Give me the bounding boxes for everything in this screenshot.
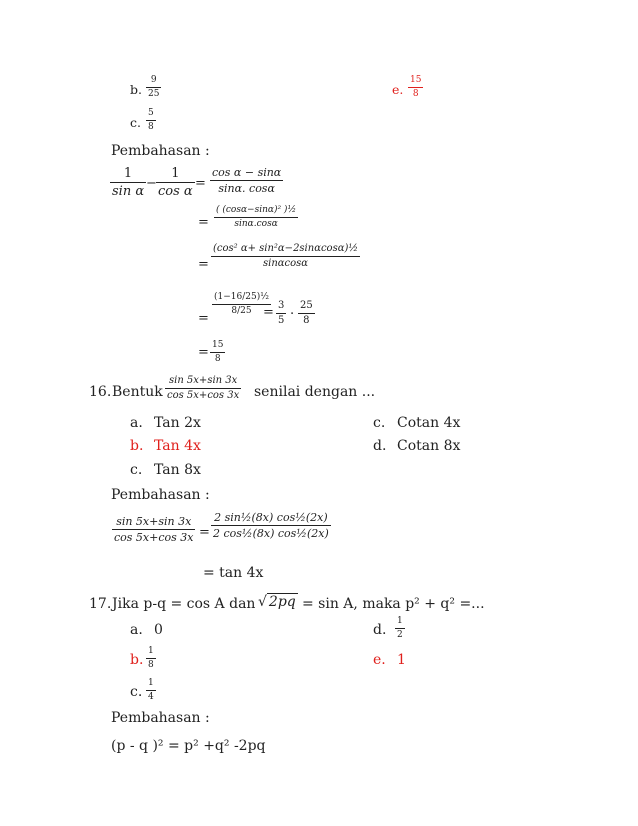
solution-heading: Pembahasan :: [111, 143, 210, 159]
fraction-bar: [276, 313, 286, 314]
option-e-answer: [373, 652, 406, 668]
option-text: Tan 8x: [154, 462, 201, 478]
fraction-bar: [165, 388, 241, 389]
fraction-bar: [110, 182, 146, 183]
option-a-label: [130, 622, 163, 638]
equals-sign: =: [198, 345, 209, 360]
fraction-numerator: 1: [148, 646, 154, 656]
solution-result: = tan 4x: [203, 565, 264, 581]
fraction-denominator: sinαcosα: [263, 258, 309, 269]
fraction-denominator: 8: [148, 660, 154, 670]
fraction-bar: [298, 313, 315, 314]
solution-heading: Pembahasan :: [111, 487, 210, 503]
fraction-bar: [210, 352, 225, 353]
fraction-bar: [214, 217, 298, 218]
option-letter: c.: [373, 415, 386, 431]
equals-sign: =: [195, 176, 206, 191]
fraction-numerator: 15: [212, 340, 224, 350]
fraction-numerator: 9: [150, 75, 157, 85]
fraction-denominator: cos α: [158, 184, 193, 199]
equals-sign: =: [198, 257, 209, 272]
lhs-fraction-1: [110, 167, 146, 198]
question-17-text-2: = sin A, maka p² + q² =...: [302, 596, 485, 612]
option-b-fraction: [146, 647, 156, 670]
fraction-numerator: 2 sin½(8x) cos½(2x): [214, 511, 328, 524]
question-16-prefix: Bentuk: [112, 384, 163, 400]
option-text: Cotan 4x: [397, 415, 461, 431]
option-letter: c.: [130, 462, 143, 478]
option-text: Cotan 8x: [397, 438, 461, 454]
fraction-numerator: 1: [171, 166, 180, 181]
fraction-denominator: 4: [148, 692, 154, 702]
fraction-denominator: sinα.cosα: [234, 219, 278, 229]
fraction-bar: [395, 628, 405, 629]
option-b-answer: [130, 438, 201, 454]
step2-fraction: [214, 206, 298, 229]
fraction-denominator: 2: [397, 630, 403, 640]
option-d-label: [373, 438, 460, 454]
option-d-label: d.: [373, 622, 387, 638]
fraction-numerator: sin 5x+sin 3x: [116, 515, 192, 528]
equals-sign: =: [263, 305, 274, 320]
fraction-bar: [146, 120, 156, 121]
fraction-numerator: 25: [300, 300, 313, 311]
fraction-bar: [156, 182, 195, 183]
sqrt-expression: √ 2pq: [258, 594, 296, 610]
fraction-denominator: 25: [148, 89, 160, 99]
option-c-label: c.: [130, 115, 141, 130]
sqrt-radicand: 2pq: [268, 594, 296, 610]
fraction-numerator: 15: [410, 75, 422, 85]
fraction-denominator: 8/25: [231, 306, 252, 316]
step4-fraction-a: [276, 301, 286, 326]
option-letter: d.: [373, 438, 387, 454]
fraction-bar: [211, 256, 360, 257]
fraction-bar: [211, 525, 331, 526]
fraction-denominator: sin α: [112, 184, 145, 199]
option-c-fraction: [146, 679, 156, 702]
option-e-fraction: [408, 76, 423, 99]
step5-fraction: [210, 341, 225, 364]
fraction-bar: [146, 658, 156, 659]
fraction-denominator: 8: [214, 354, 221, 364]
minus-sign: −: [146, 176, 157, 191]
solution-lhs-fraction: [112, 516, 195, 543]
equals-sign: =: [198, 311, 209, 326]
option-letter: e.: [373, 652, 386, 668]
question-17-number: 17.: [89, 596, 112, 612]
fraction-numerator: (cos² α+ sin²α−2sinαcosα)½: [213, 243, 359, 254]
option-e-label: e.: [392, 82, 404, 97]
fraction-numerator: sin 5x+sin 3x: [168, 375, 238, 386]
fraction-bar: [146, 690, 156, 691]
option-a-label: [130, 415, 201, 431]
fraction-denominator: 5: [278, 315, 285, 326]
question-17-text-1: Jika p-q = cos A dan: [112, 596, 256, 612]
fraction-bar: [146, 87, 161, 88]
option-d-fraction: [395, 617, 405, 640]
lhs-fraction-2: [156, 167, 195, 198]
fraction-numerator: 3: [278, 300, 285, 311]
solution-line-1: (p - q )² = p² +q² -2pq: [111, 738, 266, 754]
fraction-numerator: 1: [148, 678, 154, 688]
solution-rhs-fraction: [211, 512, 331, 539]
option-text: Tan 4x: [154, 438, 201, 454]
fraction-numerator: 1: [123, 166, 133, 181]
option-c-fraction: [146, 109, 156, 132]
fraction-bar: [408, 87, 423, 88]
question-16-suffix: senilai dengan ...: [254, 384, 376, 400]
fraction-numerator: (1−16/25)½: [214, 292, 269, 302]
option-b-fraction: [146, 76, 161, 99]
option-letter: a.: [130, 415, 143, 431]
fraction-numerator: ( (cosα−sinα)² )½: [216, 205, 297, 215]
fraction-numerator: 1: [397, 616, 403, 626]
fraction-numerator: 5: [148, 108, 154, 118]
equals-sign: =: [199, 525, 210, 540]
option-text: 0: [154, 622, 163, 638]
fraction-bar: [210, 180, 283, 181]
option-letter: a.: [130, 622, 143, 638]
option-b-label: b.: [130, 82, 142, 97]
question-16-number: 16.: [89, 384, 112, 400]
option-cotan-4x: [373, 415, 460, 431]
fraction-denominator: 8: [148, 122, 154, 132]
fraction-denominator: cos 5x+cos 3x: [167, 390, 240, 401]
option-c-label: c.: [130, 684, 143, 700]
option-c-label: [130, 462, 201, 478]
dot-operator: .: [290, 303, 295, 318]
option-b-answer: b.: [130, 652, 144, 668]
fraction-denominator: 2 cos½(8x) cos½(2x): [213, 527, 329, 540]
step3-fraction: [211, 244, 360, 269]
step4-fraction-b: [298, 301, 315, 326]
equals-sign: =: [198, 215, 209, 230]
option-letter: b.: [130, 438, 144, 454]
option-text: 1: [397, 652, 406, 668]
fraction-denominator: sinα. cosα: [218, 182, 275, 195]
fraction-bar: [112, 529, 195, 530]
solution-heading: Pembahasan :: [111, 710, 210, 726]
question-16-fraction: [165, 376, 241, 401]
fraction-denominator: cos 5x+cos 3x: [114, 531, 194, 544]
fraction-denominator: 8: [412, 89, 419, 99]
fraction-denominator: 8: [303, 315, 310, 326]
option-text: Tan 2x: [154, 415, 201, 431]
step1-fraction: [210, 167, 283, 194]
fraction-numerator: cos α − sinα: [212, 166, 282, 179]
